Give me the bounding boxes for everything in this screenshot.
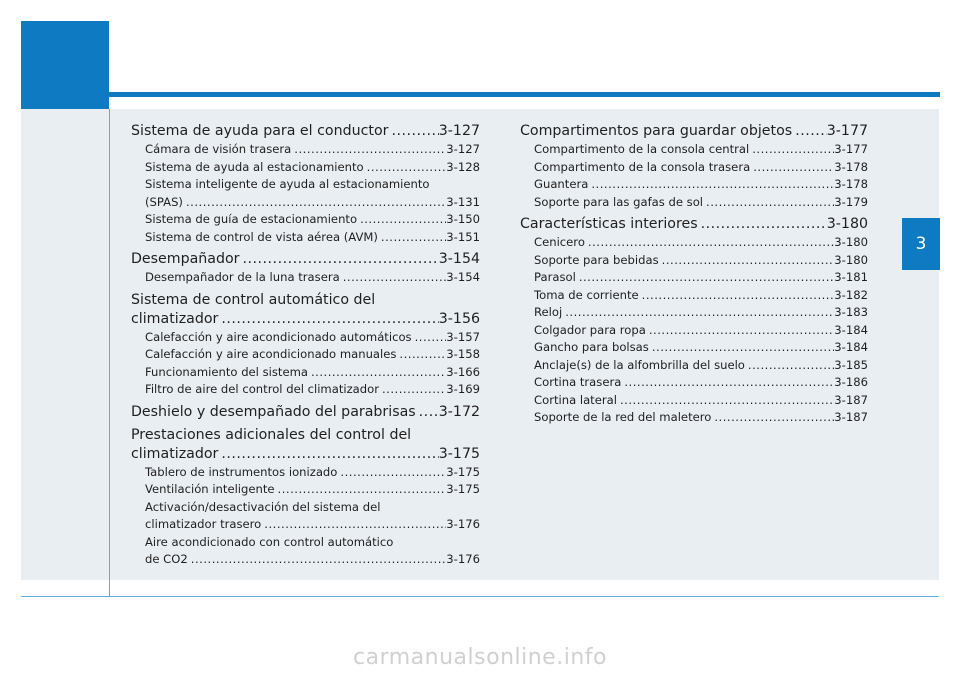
toc-subsection-entry[interactable]: [520, 141, 868, 159]
toc-page-number: 3-181: [834, 270, 868, 284]
toc-page-number: 3-186: [834, 375, 868, 389]
toc-entry-title: Deshielo y desempañado del parabrisas: [131, 403, 416, 420]
toc-page-number: 3-184: [834, 340, 868, 354]
toc-subsection-entry[interactable]: [520, 159, 868, 177]
toc-subsection-entry[interactable]: [131, 516, 480, 534]
toc-entry-title: Sistema de ayuda para el conductor: [131, 123, 389, 139]
dot-leader: [585, 234, 834, 252]
toc-left-column: [131, 122, 480, 569]
toc-subsection-entry[interactable]: [131, 229, 480, 247]
dot-leader: [562, 304, 834, 322]
dot-leader: [646, 322, 834, 340]
toc-entry-title: Soporte para las gafas de sol: [534, 194, 704, 209]
dot-leader: [379, 381, 446, 399]
toc-entry-title: Gancho para bolsas: [534, 340, 649, 354]
watermark: carmanualsonline.info: [353, 645, 607, 670]
dot-leader: [364, 159, 447, 177]
toc-entry-title: Calefacción y aire acondicionado manuales: [145, 347, 397, 361]
corner-color-block: [21, 21, 109, 109]
toc-section-entry[interactable]: [131, 310, 480, 329]
toc-page-number: 3-175: [438, 445, 480, 462]
toc-entry-title: Cámara de visión trasera: [145, 142, 292, 156]
toc-page-number: 3-183: [834, 305, 868, 319]
toc-page-number: 3-175: [446, 482, 480, 496]
footer-rule: [21, 596, 939, 597]
toc-subsection-entry[interactable]: [520, 322, 868, 340]
toc-entry-title: Cortina lateral: [534, 392, 617, 407]
toc-entry-title: climatizador: [131, 445, 219, 462]
toc-page-number: 3-169: [446, 382, 480, 396]
toc-page-number: 3-180: [826, 216, 868, 232]
toc-subsection-entry[interactable]: [520, 176, 868, 194]
chapter-tab[interactable]: 3: [902, 218, 940, 270]
dot-leader: [308, 364, 446, 382]
toc-entry-title: Tablero de instrumentos ionizado: [145, 464, 338, 479]
toc-entry-title: (SPAS): [145, 194, 183, 209]
toc-entry-title: Soporte de la red del maletero: [534, 410, 712, 424]
toc-entry-title: Compartimentos para guardar objetos: [520, 123, 793, 139]
dot-leader: [337, 464, 446, 482]
toc-page-number: 3-151: [446, 229, 480, 244]
toc-subsection-entry[interactable]: [520, 287, 868, 305]
toc-page-number: 3-182: [834, 287, 868, 302]
toc-subsection-entry[interactable]: [520, 409, 868, 427]
toc-section-entry[interactable]: [131, 445, 480, 464]
toc-entry-title: climatizador: [131, 310, 219, 327]
toc-entry-title: Ventilación inteligente: [145, 482, 275, 496]
toc-page-number: 3-176: [446, 517, 480, 531]
dot-leader: [588, 176, 834, 194]
dot-leader: [750, 159, 834, 177]
dot-leader: [416, 403, 439, 422]
toc-subsection-entry[interactable]: [520, 304, 868, 322]
toc-page-number: 3-131: [446, 194, 480, 209]
toc-page-number: 3-127: [446, 142, 480, 156]
toc-subsection-entry[interactable]: [520, 339, 868, 357]
toc-entry-title: Características interiores: [520, 216, 698, 232]
toc-subsection-entry[interactable]: [131, 481, 480, 499]
dot-leader: [659, 252, 835, 270]
toc-page-number: 3-185: [834, 357, 868, 372]
toc-page-number: 3-178: [834, 159, 868, 174]
toc-page-number: 3-157: [446, 329, 480, 344]
toc-entry-title: Reloj: [534, 305, 563, 319]
toc-entry-title: Soporte para bebidas: [534, 252, 659, 267]
toc-page-number: 3-150: [446, 212, 480, 226]
toc-page-number: 3-154: [446, 270, 480, 284]
toc-subsection-entry[interactable]: [520, 252, 868, 270]
toc-subsection-entry[interactable]: [520, 392, 868, 410]
toc-entry-title: Sistema de guía de estacionamiento: [145, 212, 358, 226]
toc-subsection-entry[interactable]: [131, 211, 480, 229]
dot-leader: [388, 122, 438, 141]
toc-page-number: 3-175: [446, 464, 480, 479]
toc-subsection-entry[interactable]: [131, 329, 480, 347]
header-rule: [109, 92, 940, 97]
dot-leader: [792, 122, 827, 141]
toc-entry-title: Funcionamiento del sistema: [145, 364, 308, 379]
toc-page-number: 3-127: [438, 123, 480, 139]
toc-subsection-entry[interactable]: [131, 159, 480, 177]
toc-subsection-entry[interactable]: [520, 374, 868, 392]
dot-leader: [275, 481, 447, 499]
toc-subsection-entry[interactable]: [131, 194, 480, 212]
dot-leader: [412, 329, 447, 347]
dot-leader: [291, 141, 446, 159]
toc-page-number: 3-184: [834, 322, 868, 337]
toc-entry-title: Desempañador de la luna trasera: [145, 270, 340, 284]
dot-leader: [698, 215, 827, 234]
dot-leader: [745, 357, 834, 375]
toc-page-number: 3-177: [834, 142, 868, 156]
dot-leader: [261, 516, 446, 534]
toc-entry-title: Anclaje(s) de la alfombrilla del suelo: [534, 357, 745, 372]
toc-entry-title: Guantera: [534, 177, 589, 191]
toc-subsection-entry[interactable]: [131, 464, 480, 482]
dot-leader: [617, 392, 834, 410]
toc-page-number: 3-128: [446, 159, 480, 174]
toc-entry-title: de CO2: [145, 552, 188, 566]
dot-leader: [218, 310, 438, 329]
toc-entry-title: Cortina trasera: [534, 375, 622, 389]
toc-page-number: 3-187: [834, 392, 868, 407]
toc-entry-line: Activación/desactivación del sistema del: [145, 499, 381, 514]
toc-entry-title: Desempañador: [131, 251, 240, 267]
toc-entry-title: Parasol: [534, 270, 576, 284]
dot-leader: [240, 250, 439, 269]
dot-leader: [396, 346, 446, 364]
toc-entry-title: Compartimento de la consola central: [534, 142, 750, 156]
margin-rule: [109, 109, 110, 597]
toc-entry-line: Sistema de control automático del: [131, 291, 376, 308]
toc-subsection-entry[interactable]: [131, 364, 480, 382]
dot-leader: [649, 339, 834, 357]
dot-leader: [621, 374, 834, 392]
toc-section-entry[interactable]: [131, 403, 480, 422]
toc-subsection-entry[interactable]: [520, 234, 868, 252]
toc-entry-title: Colgador para ropa: [534, 322, 646, 337]
toc-entry-title: Toma de corriente: [534, 287, 639, 302]
toc-page-number: 3-179: [834, 194, 868, 209]
dot-leader: [639, 287, 835, 305]
toc-subsection-entry[interactable]: [520, 194, 868, 212]
dot-leader: [188, 551, 447, 569]
dot-leader: [357, 211, 446, 229]
toc-page-number: 3-177: [826, 123, 868, 139]
dot-leader: [749, 141, 834, 159]
toc-subsection-entry[interactable]: [131, 346, 480, 364]
toc-entry-title: Compartimento de la consola trasera: [534, 159, 751, 174]
toc-entry-title: Filtro de aire del control del climatizador: [145, 382, 379, 396]
toc-entry-line: Sistema inteligente de ayuda al estacionamiento: [145, 177, 430, 191]
toc-page-number: 3-180: [834, 252, 868, 267]
dot-leader: [711, 409, 834, 427]
toc-page-number: 3-187: [834, 410, 868, 424]
toc-page-number: 3-158: [446, 347, 480, 361]
toc-page-number: 3-154: [438, 251, 480, 267]
toc-entry-line: Prestaciones adicionales del control del: [131, 426, 412, 443]
toc-section-entry[interactable]: [131, 122, 480, 141]
toc-entry-title: Calefacción y aire acondicionado automáticos: [145, 329, 412, 344]
toc-page-number: 3-166: [446, 364, 480, 379]
dot-leader: [576, 269, 834, 287]
toc-page-number: 3-176: [446, 552, 480, 566]
toc-page-number: 3-172: [438, 403, 480, 420]
toc-page-number: 3-156: [438, 310, 480, 327]
toc-subsection-entry[interactable]: [131, 551, 480, 569]
toc-entry-line: Aire acondicionado con control automático: [145, 534, 394, 549]
dot-leader: [703, 194, 834, 212]
toc-subsection-entry[interactable]: [131, 141, 480, 159]
toc-entry-title: Sistema de ayuda al estacionamiento: [145, 159, 364, 174]
dot-leader: [378, 229, 446, 247]
toc-section-entry[interactable]: [520, 122, 868, 141]
toc-right-column: [520, 122, 868, 427]
toc-entry-title: Cenicero: [534, 235, 585, 249]
dot-leader: [218, 445, 438, 464]
toc-subsection-entry[interactable]: [131, 381, 480, 399]
toc-subsection-entry[interactable]: [520, 269, 868, 287]
toc-page-number: 3-178: [834, 177, 868, 191]
toc-subsection-entry[interactable]: [520, 357, 868, 375]
toc-subsection-entry[interactable]: [131, 269, 480, 287]
dot-leader: [183, 194, 446, 212]
toc-section-entry[interactable]: [520, 215, 868, 234]
toc-section-entry[interactable]: [131, 250, 480, 269]
toc-entry-title: climatizador trasero: [145, 517, 262, 531]
toc-entry-title: Sistema de control de vista aérea (AVM): [145, 229, 378, 244]
dot-leader: [340, 269, 447, 287]
toc-page-number: 3-180: [834, 235, 868, 249]
